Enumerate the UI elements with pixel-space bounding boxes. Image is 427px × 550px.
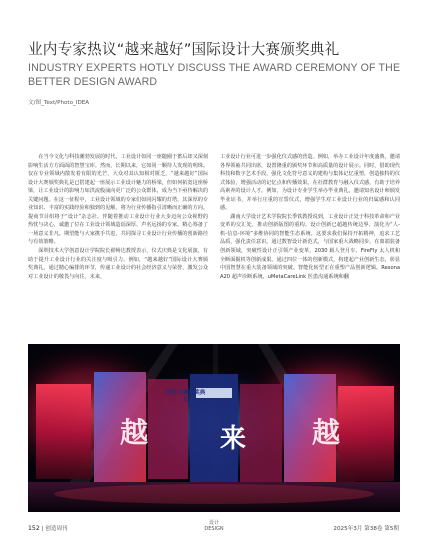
- section-label-en: DESIGN: [204, 526, 224, 532]
- screen-banner: 设计大赛颁奖典礼: [166, 390, 206, 403]
- byline: 文/图_Text/Photo_IDEA: [28, 100, 90, 106]
- article-title-english: INDUSTRY EXPERTS HOTLY DISCUSS THE AWARD CEREMONY OF THE BETTER DESIGN AWARD: [28, 62, 401, 88]
- footer-section-label: [193, 520, 235, 532]
- publication-name: 创造周刊: [45, 526, 68, 532]
- section-label-cn: 设计: [208, 520, 219, 526]
- paragraph: 湖南大学设计艺术学院院长季铁教授说到，工业设计正处于科技革命和产业变革的交汇处，推动创新版图的重构。设计创新已超越传统边界，演化为“人-机-信息-环境”多维协同的智能生态系统。这要求我们保持开拓精神，追求工艺品质，强化责任意识。通过数智设计新范式，与国家重大战略同步。在离端装备创新领域，突破性设计正引领产业变革，2030 载人登月车、FireFly 太人机和全断面掘机等创新成果。通过四位一体的创新模式，构建起产业创新生态，彰显中国智慧在重大装备领域的突破。智能化转型正在重塑产品创新逻辑。Resona A20 超声诊断系统、uMetaCareLink 医患沟通系统和翻: [220, 213, 400, 280]
- ceremony-stage-photo: [28, 344, 400, 512]
- article-title: 业内专家热议“越来越好”国际设计大赛颁奖典礼: [28, 41, 340, 58]
- page-number: 152: [28, 525, 40, 532]
- body-column-right: [220, 153, 400, 281]
- issue-info: 2025年3月 第38卷 第5期: [333, 526, 399, 532]
- footer-left: [28, 524, 68, 532]
- screen-text-mid: 来: [220, 424, 247, 454]
- body-column-left: [28, 153, 208, 281]
- footer-separator: |: [41, 526, 44, 532]
- screen-text-left: 越: [120, 416, 149, 449]
- screen-text-right: 越: [312, 416, 341, 449]
- paragraph: 深圳技术大学创意设计学院院长翟畅达教授表示，仪式庆典是文化展演，有助于提升工业设计行业的关注度与吸引力。例如，“越来越好”国际设计大赛颁奖典礼，通过精心编排的环节，传递工业设计的社会经济意义与荣誉，激发公众对工业设计的敬畏与向往。未来，: [28, 248, 208, 280]
- paragraph: 工业设计行业可进一步强化仪式感的营造。例如，举办工业设计年度盛典，邀请各界领袖共同出席，设置隆重的颁奖环节和高质量的设计展示。同时，借助现代科技和数字艺术手段，强化文化符号意义的建构与集体记忆重塑，创造独特的仪式体验，增强活动的记忆点和传播效果。在社群教育与融入仪式感，有助于培养高素养的设计人才。例如，为设计专业学生举办毕业典礼，邀请知名设计师颁发毕业证书，并举行庄重的宣誓仪式，增强学生对工业设计行业的归属感和认同感。: [220, 154, 400, 212]
- paragraph: 在当今文化与科技潮勃发展的时代，工业设计如同一座随圈于蓄后却又深刻影响生活方方面面的智慧宝库。然而，长期以来，它如同一颗待人发现的明珠。仅在专业领域内散发着有限的光芒，大众对其认知相对匮乏。“越来越好”国际设计大赛颁奖典礼是已搭建起一座展示工业设计魅力的桥梁，但如何拓宽这座桥梁，让工业设计的影响力如洪流般涌向更广泛的公众群体，成为当下亟待解决的关键问题。在这一征程中，工业设计领域的专家们如同闪耀的灯塔，其深厚的专业知识、丰富的实践经验和独到的见解，将为行业传播指引清晰而正确的方向。提商节目组将于“设计”杂志社、伴随着推动工业设计行业大步迈向公众视野的热忱与决心，诚邀了位在工业设计领域造诣深厚、声名远扬的专家。精心筹备了一场意义非凡、期望能与大家携手共进，共同探寻工业设计行业传播的创新路径与有效策略。: [28, 154, 208, 246]
